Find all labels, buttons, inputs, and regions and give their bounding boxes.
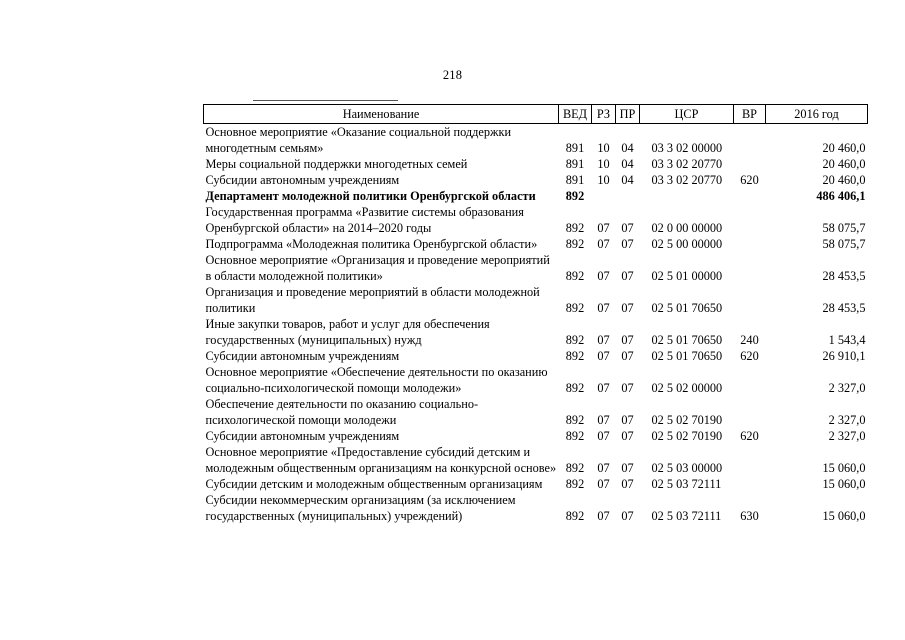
cell-rz: 07 [597, 301, 610, 315]
cell-ved: 892 [565, 349, 585, 363]
cell-pr: 07 [621, 413, 634, 427]
cell-name: Основное мероприятие «Обеспечение деятельности по оказанию социально-психологической помощи молодежи» [205, 365, 548, 395]
table-row [204, 428, 868, 444]
cell-name: Основное мероприятие «Предоставление субсидий детским и молодежным общественным организациям на конкурсной основе» [205, 445, 557, 475]
cell-csr [640, 188, 734, 204]
cell-amount: 2 327,0 [828, 429, 866, 443]
cell-pr: 07 [621, 477, 634, 491]
cell-name: Обеспечение деятельности по оказанию социально-психологической помощи молодежи [205, 397, 479, 427]
cell-ved: 892 [565, 189, 585, 203]
cell-ved: 891 [565, 157, 585, 171]
cell-name: Основное мероприятие «Организация и проведение мероприятий в области молодежной политики» [205, 253, 550, 283]
table-row [204, 204, 868, 236]
cell-vr [734, 236, 766, 252]
cell-ved: 892 [565, 221, 585, 235]
cell-csr: 02 5 02 70190 [651, 413, 723, 427]
cell-csr: 02 5 03 72111 [651, 509, 722, 523]
cell-ved: 892 [565, 461, 585, 475]
cell-amount: 15 060,0 [822, 509, 866, 523]
cell-ved: 892 [565, 301, 585, 315]
cell-name: Департамент молодежной политики Оренбургской области [205, 189, 536, 203]
table-row [204, 492, 868, 524]
cell-vr: 630 [740, 509, 759, 523]
cell-ved: 892 [565, 413, 585, 427]
header-vr: ВР [734, 105, 766, 124]
table-row [204, 316, 868, 348]
cell-amount: 58 075,7 [822, 237, 866, 251]
cell-vr: 620 [740, 173, 759, 187]
table-row [204, 476, 868, 492]
table-row [204, 348, 868, 364]
header-ved: ВЕД [559, 105, 592, 124]
cell-name: Субсидии детским и молодежным общественным организациям [205, 477, 543, 491]
cell-name: Иные закупки товаров, работ и услуг для обеспечения государственных (муниципальных) нужд [205, 317, 490, 347]
cell-vr [734, 396, 766, 428]
table-body [204, 124, 868, 525]
table-row [204, 172, 868, 188]
table-row [204, 236, 868, 252]
cell-pr: 07 [621, 349, 634, 363]
cell-amount: 28 453,5 [822, 269, 866, 283]
table-row [204, 284, 868, 316]
cell-csr: 02 0 00 00000 [651, 221, 723, 235]
cell-amount: 2 327,0 [828, 413, 866, 427]
cell-pr: 07 [621, 237, 634, 251]
cell-amount: 28 453,5 [822, 301, 866, 315]
cell-name: Государственная программа «Развитие системы образования Оренбургской области» на 2014–2020 годы [205, 205, 524, 235]
cell-csr: 02 5 00 00000 [651, 237, 723, 251]
cell-rz: 07 [597, 461, 610, 475]
cell-vr [734, 252, 766, 284]
cell-rz: 10 [597, 173, 610, 187]
header-csr: ЦСР [640, 105, 734, 124]
cell-ved: 892 [565, 333, 585, 347]
cell-pr: 07 [621, 381, 634, 395]
cell-vr: 620 [740, 429, 759, 443]
table-header [204, 105, 868, 124]
cell-vr [734, 444, 766, 476]
header-row [204, 105, 868, 124]
cell-ved: 892 [565, 237, 585, 251]
cell-pr: 07 [621, 221, 634, 235]
cell-rz: 07 [597, 413, 610, 427]
cell-vr [734, 204, 766, 236]
cell-pr: 07 [621, 461, 634, 475]
cell-amount: 15 060,0 [822, 461, 866, 475]
cell-ved: 891 [565, 173, 585, 187]
cell-pr: 07 [621, 429, 634, 443]
table-row [204, 396, 868, 428]
cell-ved: 892 [565, 381, 585, 395]
cell-amount: 20 460,0 [822, 141, 866, 155]
cell-ved: 892 [565, 477, 585, 491]
cell-vr [734, 156, 766, 172]
cell-csr: 02 5 01 70650 [651, 301, 723, 315]
cell-vr: 240 [740, 333, 759, 347]
cell-name: Основное мероприятие «Оказание социальной поддержки многодетным семьям» [205, 125, 512, 155]
cell-rz: 07 [597, 477, 610, 491]
cell-csr: 02 5 02 00000 [651, 381, 723, 395]
cell-amount: 26 910,1 [822, 349, 866, 363]
cell-rz: 07 [597, 509, 610, 523]
header-pr: ПР [616, 105, 640, 124]
cell-name: Субсидии автономным учреждениям [205, 173, 400, 187]
cell-ved: 891 [565, 141, 585, 155]
page-number: 218 [442, 68, 463, 82]
budget-table [203, 104, 868, 524]
cell-name: Субсидии автономным учреждениям [205, 349, 400, 363]
cell-pr [616, 188, 640, 204]
cell-pr: 07 [621, 509, 634, 523]
cell-name: Организация и проведение мероприятий в области молодежной политики [205, 285, 540, 315]
table-row [204, 156, 868, 172]
cell-ved: 892 [565, 269, 585, 283]
header-rule [253, 100, 398, 101]
cell-amount: 20 460,0 [822, 173, 866, 187]
cell-csr: 02 5 01 70650 [651, 349, 723, 363]
cell-vr [734, 364, 766, 396]
cell-amount: 1 543,4 [828, 333, 866, 347]
cell-rz [592, 188, 616, 204]
cell-csr: 03 3 02 20770 [651, 157, 723, 171]
cell-vr [734, 124, 766, 157]
cell-rz: 10 [597, 141, 610, 155]
header-rz: РЗ [592, 105, 616, 124]
cell-csr: 03 3 02 20770 [651, 173, 723, 187]
cell-csr: 03 3 02 00000 [651, 141, 723, 155]
cell-rz: 07 [597, 333, 610, 347]
cell-vr [734, 188, 766, 204]
cell-rz: 07 [597, 349, 610, 363]
cell-rz: 10 [597, 157, 610, 171]
cell-rz: 07 [597, 221, 610, 235]
cell-amount: 2 327,0 [828, 381, 866, 395]
cell-pr: 07 [621, 269, 634, 283]
cell-vr: 620 [740, 349, 759, 363]
header-year: 2016 год [766, 105, 868, 124]
cell-pr: 07 [621, 333, 634, 347]
cell-amount: 15 060,0 [822, 477, 866, 491]
header-name: Наименование [204, 105, 559, 124]
cell-name: Меры социальной поддержки многодетных семей [205, 157, 468, 171]
cell-pr: 04 [621, 141, 634, 155]
cell-name: Субсидии автономным учреждениям [205, 429, 400, 443]
cell-pr: 07 [621, 301, 634, 315]
cell-csr: 02 5 01 00000 [651, 269, 723, 283]
cell-csr: 02 5 03 00000 [651, 461, 723, 475]
cell-amount: 20 460,0 [822, 157, 866, 171]
table-row [204, 124, 868, 157]
cell-csr: 02 5 01 70650 [651, 333, 723, 347]
cell-rz: 07 [597, 269, 610, 283]
cell-csr: 02 5 02 70190 [651, 429, 723, 443]
budget-table-container [203, 104, 867, 524]
cell-name: Подпрограмма «Молодежная политика Оренбургской области» [205, 237, 538, 251]
cell-rz: 07 [597, 237, 610, 251]
cell-ved: 892 [565, 509, 585, 523]
table-row [204, 444, 868, 476]
table-row [204, 364, 868, 396]
cell-csr: 02 5 03 72111 [651, 477, 722, 491]
cell-name: Субсидии некоммерческим организациям (за исключением государственных (муниципальных) учреждений) [205, 493, 516, 523]
cell-ved: 892 [565, 429, 585, 443]
cell-amount: 486 406,1 [816, 189, 866, 203]
cell-vr [734, 284, 766, 316]
table-row [204, 252, 868, 284]
table-row [204, 188, 868, 204]
cell-rz: 07 [597, 429, 610, 443]
cell-vr [734, 476, 766, 492]
cell-rz: 07 [597, 381, 610, 395]
cell-amount: 58 075,7 [822, 221, 866, 235]
cell-pr: 04 [621, 173, 634, 187]
cell-pr: 04 [621, 157, 634, 171]
